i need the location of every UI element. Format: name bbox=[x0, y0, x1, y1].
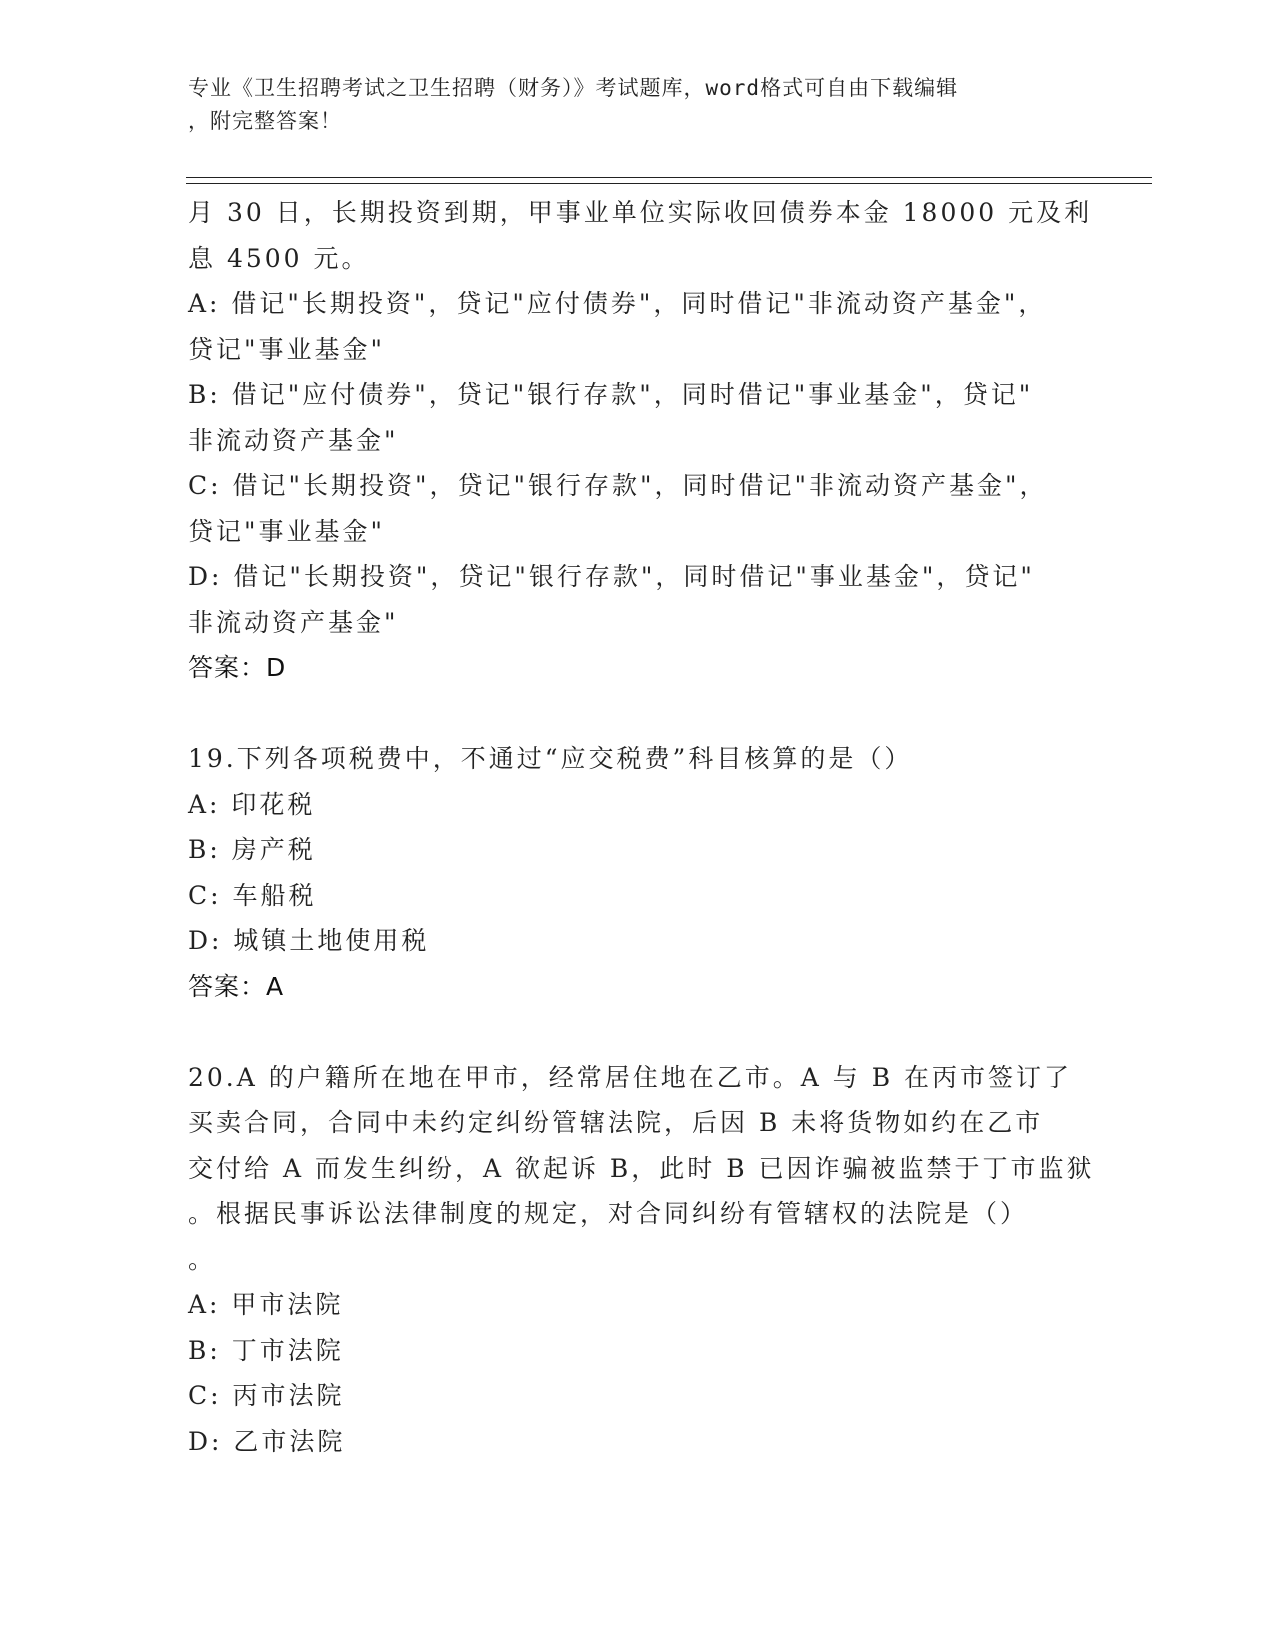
option-d: D: 城镇土地使用税 bbox=[188, 926, 430, 955]
option-line: 非流动资产基金" bbox=[188, 607, 399, 637]
option-a: A: 甲市法院 bbox=[188, 1290, 344, 1319]
option-a: A: 印花税 bbox=[188, 789, 316, 819]
answer-label: 答案：A bbox=[188, 971, 285, 1001]
option-line: 贷记"事业基金" bbox=[188, 334, 385, 364]
question-19 bbox=[188, 736, 1088, 1009]
question-stem-line: 买卖合同，合同中未约定纠纷管辖法院，后因 B 未将货物如约在乙市 bbox=[188, 1108, 1044, 1137]
option-d bbox=[188, 554, 1088, 645]
question-stem-line: 息 4500 元。 bbox=[188, 243, 370, 273]
option-d: D: 乙市法院 bbox=[188, 1426, 346, 1456]
option-line: 贷记"事业基金" bbox=[188, 516, 385, 546]
question-stem-line: 。 bbox=[188, 1244, 217, 1274]
header-divider-bottom bbox=[186, 183, 1152, 184]
option-a bbox=[188, 281, 1088, 372]
option-b: B: 房产税 bbox=[188, 835, 316, 864]
question-stem: 19.下列各项税费中，不通过“应交税费”科目核算的是（） bbox=[188, 744, 913, 773]
spacer bbox=[188, 1009, 1088, 1055]
question-stem-line: 20.A 的户籍所在地在甲市，经常居住地在乙市。A 与 B 在丙市签订了 bbox=[188, 1062, 1073, 1092]
option-line: D: 借记"长期投资"，贷记"银行存款"，同时借记"事业基金"，贷记" bbox=[188, 562, 1035, 591]
question-stem-line: 。根据民事诉讼法律制度的规定，对合同纠纷有管辖权的法院是（） bbox=[188, 1199, 1029, 1228]
question-list bbox=[188, 190, 1095, 1464]
header-line-1: 专业《卫生招聘考试之卫生招聘（财务）》考试题库，word格式可自由下载编辑 bbox=[188, 76, 959, 100]
option-line: A: 借记"长期投资"，贷记"应付债券"，同时借记"非流动资产基金"， bbox=[188, 289, 1047, 318]
option-line: B: 借记"应付债券"，贷记"银行存款"，同时借记"事业基金"，贷记" bbox=[188, 380, 1034, 409]
answer-label: 答案：D bbox=[188, 653, 287, 682]
option-b bbox=[188, 372, 1088, 463]
option-line: C: 借记"长期投资"，贷记"银行存款"，同时借记"非流动资产基金"， bbox=[188, 471, 1048, 500]
spacer bbox=[188, 691, 1088, 737]
option-c: C: 丙市法院 bbox=[188, 1381, 345, 1410]
question-18 bbox=[188, 190, 1093, 691]
question-stem-line: 月 30 日，长期投资到期，甲事业单位实际收回债券本金 18000 元及利 bbox=[188, 198, 1093, 227]
header-divider-top bbox=[186, 177, 1152, 178]
option-line: 非流动资产基金" bbox=[188, 425, 399, 455]
question-stem-line: 交付给 A 而发生纠纷，A 欲起诉 B，此时 B 已因诈骗被监禁于丁市监狱 bbox=[188, 1153, 1095, 1183]
option-b: B: 丁市法院 bbox=[188, 1335, 344, 1365]
question-20 bbox=[188, 1055, 1095, 1465]
option-c bbox=[188, 463, 1088, 554]
option-c: C: 车船税 bbox=[188, 880, 317, 910]
header-line-2: ，附完整答案！ bbox=[188, 109, 342, 133]
document-header bbox=[188, 72, 1068, 138]
